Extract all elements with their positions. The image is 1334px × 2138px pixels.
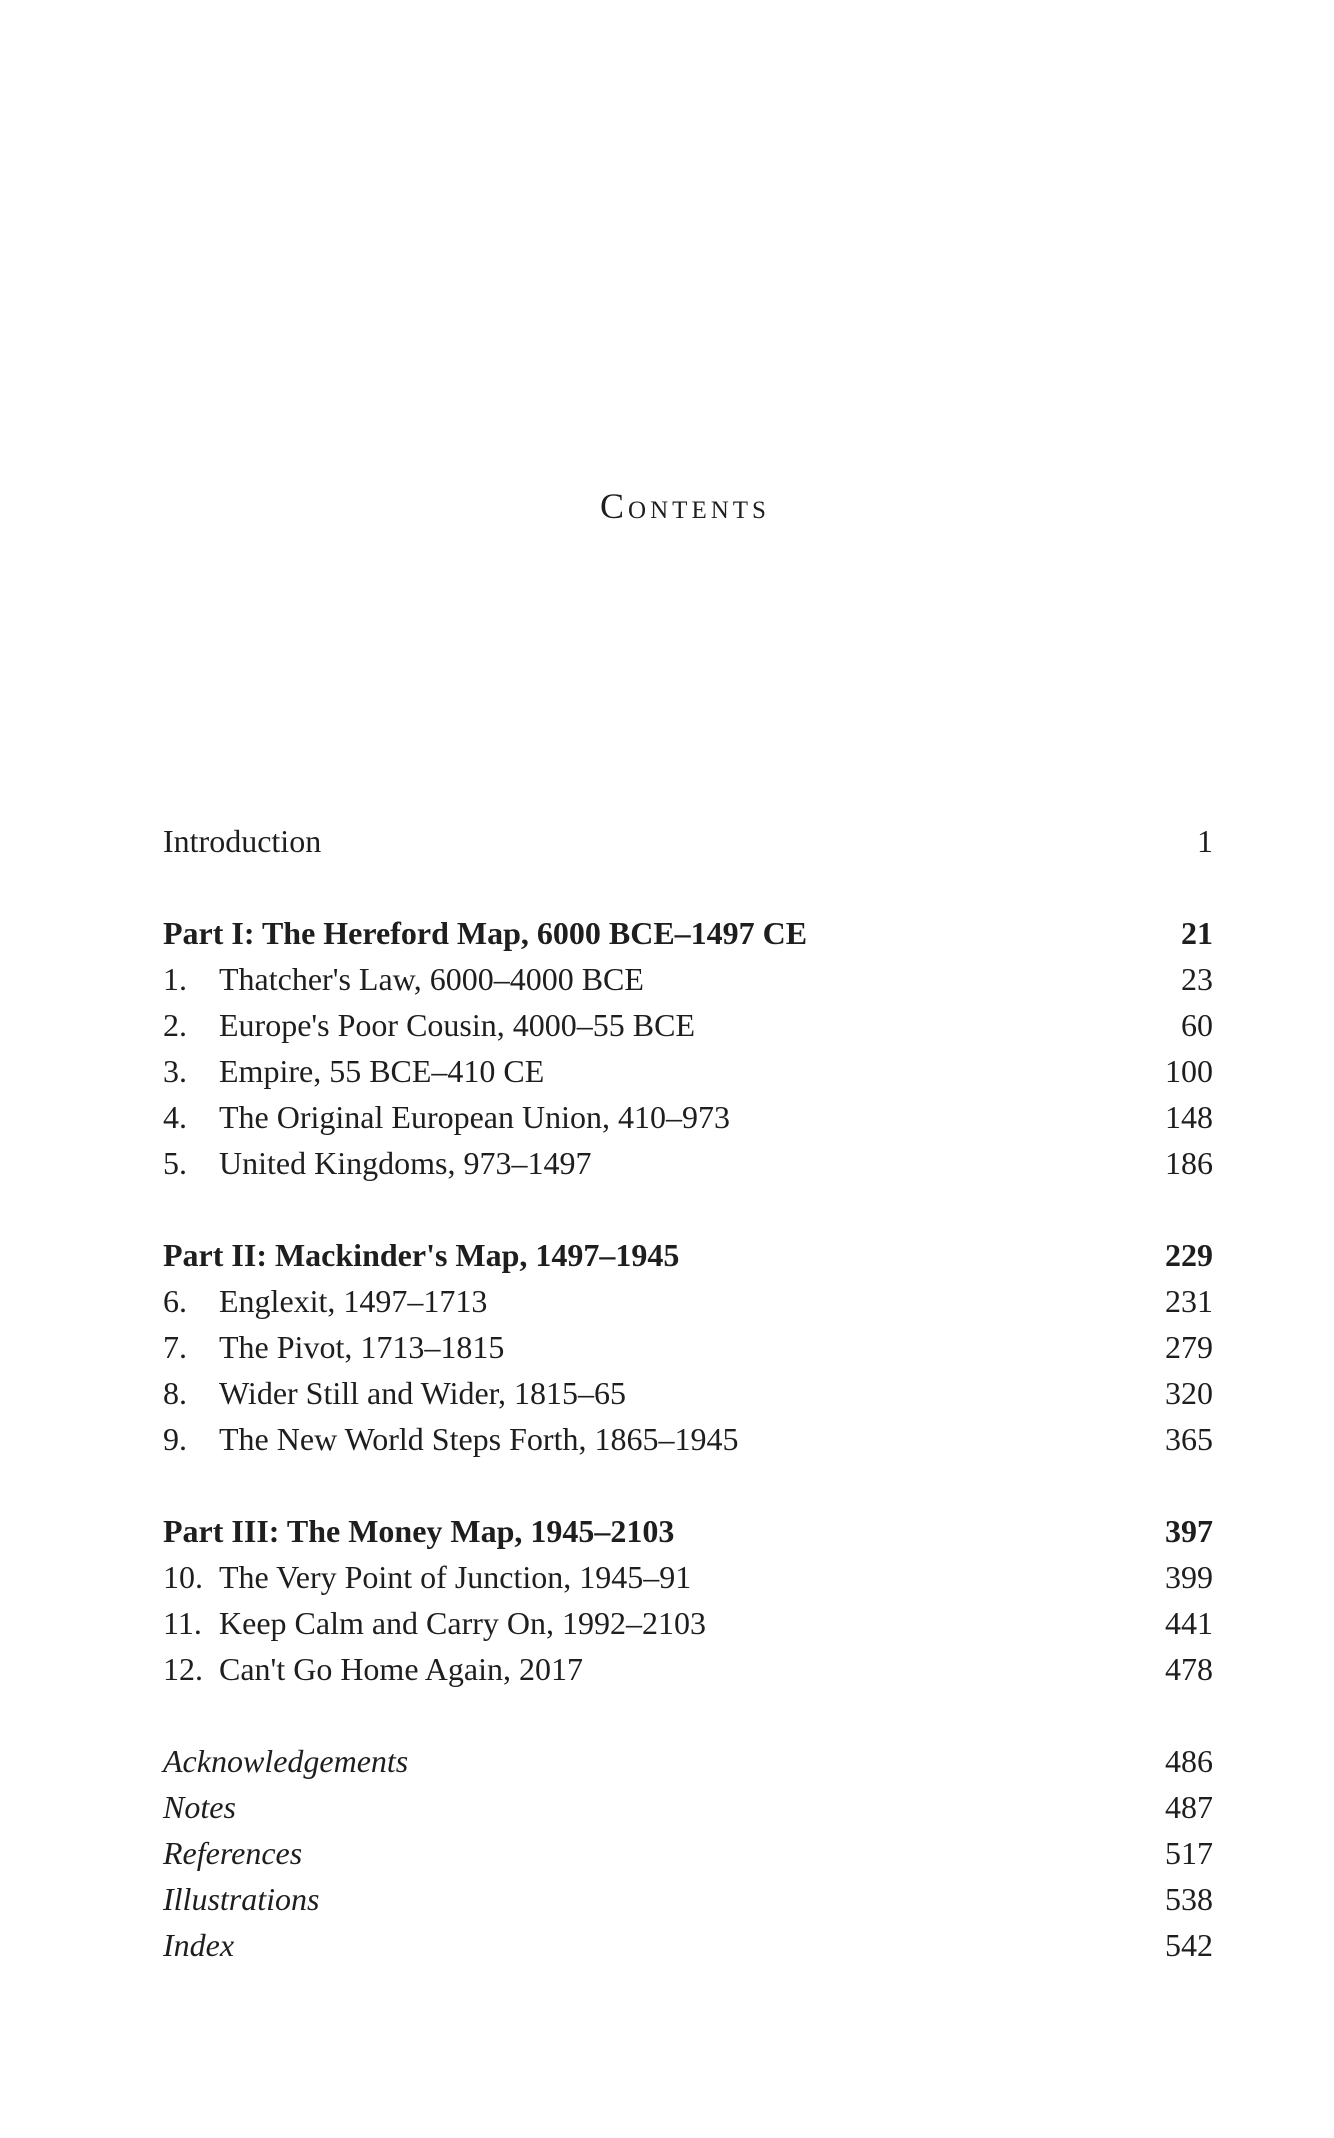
chapter-entry bbox=[163, 1370, 1213, 1416]
back-matter-entry bbox=[163, 1784, 1213, 1830]
chapter-page: 320 bbox=[1165, 1375, 1213, 1411]
chapter-entry bbox=[163, 1048, 1213, 1094]
chapter-page: 186 bbox=[1165, 1145, 1213, 1181]
chapter-page: 478 bbox=[1165, 1651, 1213, 1687]
chapter-number: 3. bbox=[163, 1053, 187, 1089]
chapter-number: 5. bbox=[163, 1145, 187, 1181]
chapter-entry bbox=[163, 1278, 1213, 1324]
chapter-number: 8. bbox=[163, 1375, 187, 1411]
entry-title: Notes bbox=[163, 1789, 236, 1825]
chapter-entry bbox=[163, 1002, 1213, 1048]
part-title: Part III: The Money Map, 1945–2103 bbox=[163, 1513, 675, 1549]
entry-page: 1 bbox=[1197, 823, 1213, 859]
part-page: 397 bbox=[1165, 1513, 1213, 1549]
chapter-title: Thatcher's Law, 6000–4000 BCE bbox=[219, 961, 644, 997]
chapter-title: The New World Steps Forth, 1865–1945 bbox=[219, 1421, 739, 1457]
chapter-title: The Very Point of Junction, 1945–91 bbox=[219, 1559, 692, 1595]
chapter-title: Empire, 55 BCE–410 CE bbox=[219, 1053, 545, 1089]
chapter-number: 1. bbox=[163, 961, 187, 997]
back-matter-entry bbox=[163, 1876, 1213, 1922]
chapter-title: Englexit, 1497–1713 bbox=[219, 1283, 488, 1319]
chapter-entry bbox=[163, 1324, 1213, 1370]
entry-page: 538 bbox=[1165, 1881, 1213, 1917]
chapter-title: Can't Go Home Again, 2017 bbox=[219, 1651, 583, 1687]
chapter-entry bbox=[163, 1094, 1213, 1140]
chapter-page: 148 bbox=[1165, 1099, 1213, 1135]
part-title: Part I: The Hereford Map, 6000 BCE–1497 CE bbox=[163, 915, 808, 951]
chapter-page: 365 bbox=[1165, 1421, 1213, 1457]
entry-page: 486 bbox=[1165, 1743, 1213, 1779]
chapter-page: 100 bbox=[1165, 1053, 1213, 1089]
chapter-page: 441 bbox=[1165, 1605, 1213, 1641]
entry-title: Introduction bbox=[163, 823, 322, 859]
chapter-number: 12. bbox=[163, 1651, 203, 1687]
chapter-entry bbox=[163, 1646, 1213, 1692]
entry-title: Index bbox=[163, 1927, 235, 1963]
entry-title: Illustrations bbox=[163, 1881, 320, 1917]
chapter-number: 6. bbox=[163, 1283, 187, 1319]
chapter-entry bbox=[163, 1416, 1213, 1462]
chapter-number: 11. bbox=[163, 1605, 202, 1641]
back-matter-entry bbox=[163, 1922, 1213, 1968]
part-heading bbox=[163, 1508, 1213, 1554]
chapter-title: United Kingdoms, 973–1497 bbox=[219, 1145, 592, 1181]
chapter-page: 231 bbox=[1165, 1283, 1213, 1319]
chapter-title: The Pivot, 1713–1815 bbox=[219, 1329, 505, 1365]
chapter-page: 399 bbox=[1165, 1559, 1213, 1595]
entry-page: 542 bbox=[1165, 1927, 1213, 1963]
page-title: Contents bbox=[600, 486, 770, 526]
chapter-page: 279 bbox=[1165, 1329, 1213, 1365]
chapter-entry bbox=[163, 1600, 1213, 1646]
toc-entry-introduction bbox=[163, 818, 1213, 864]
chapter-entry bbox=[163, 1140, 1213, 1186]
chapter-entry bbox=[163, 1554, 1213, 1600]
chapter-number: 4. bbox=[163, 1099, 187, 1135]
chapter-page: 23 bbox=[1181, 961, 1213, 997]
part-heading bbox=[163, 1232, 1213, 1278]
entry-page: 487 bbox=[1165, 1789, 1213, 1825]
chapter-title: Wider Still and Wider, 1815–65 bbox=[219, 1375, 627, 1411]
part-title: Part II: Mackinder's Map, 1497–1945 bbox=[163, 1237, 680, 1273]
back-matter-entry bbox=[163, 1830, 1213, 1876]
part-page: 229 bbox=[1165, 1237, 1213, 1273]
part-page: 21 bbox=[1181, 915, 1213, 951]
chapter-number: 9. bbox=[163, 1421, 187, 1457]
chapter-entry bbox=[163, 956, 1213, 1002]
chapter-title: Keep Calm and Carry On, 1992–2103 bbox=[219, 1605, 707, 1641]
chapter-number: 2. bbox=[163, 1007, 187, 1043]
part-heading bbox=[163, 910, 1213, 956]
back-matter-entry bbox=[163, 1738, 1213, 1784]
chapter-page: 60 bbox=[1181, 1007, 1213, 1043]
chapter-number: 7. bbox=[163, 1329, 187, 1365]
chapter-title: The Original European Union, 410–973 bbox=[219, 1099, 730, 1135]
chapter-title: Europe's Poor Cousin, 4000–55 BCE bbox=[219, 1007, 695, 1043]
entry-title: References bbox=[163, 1835, 303, 1871]
chapter-number: 10. bbox=[163, 1559, 203, 1595]
entry-page: 517 bbox=[1165, 1835, 1213, 1871]
entry-title: Acknowledgements bbox=[163, 1743, 409, 1779]
